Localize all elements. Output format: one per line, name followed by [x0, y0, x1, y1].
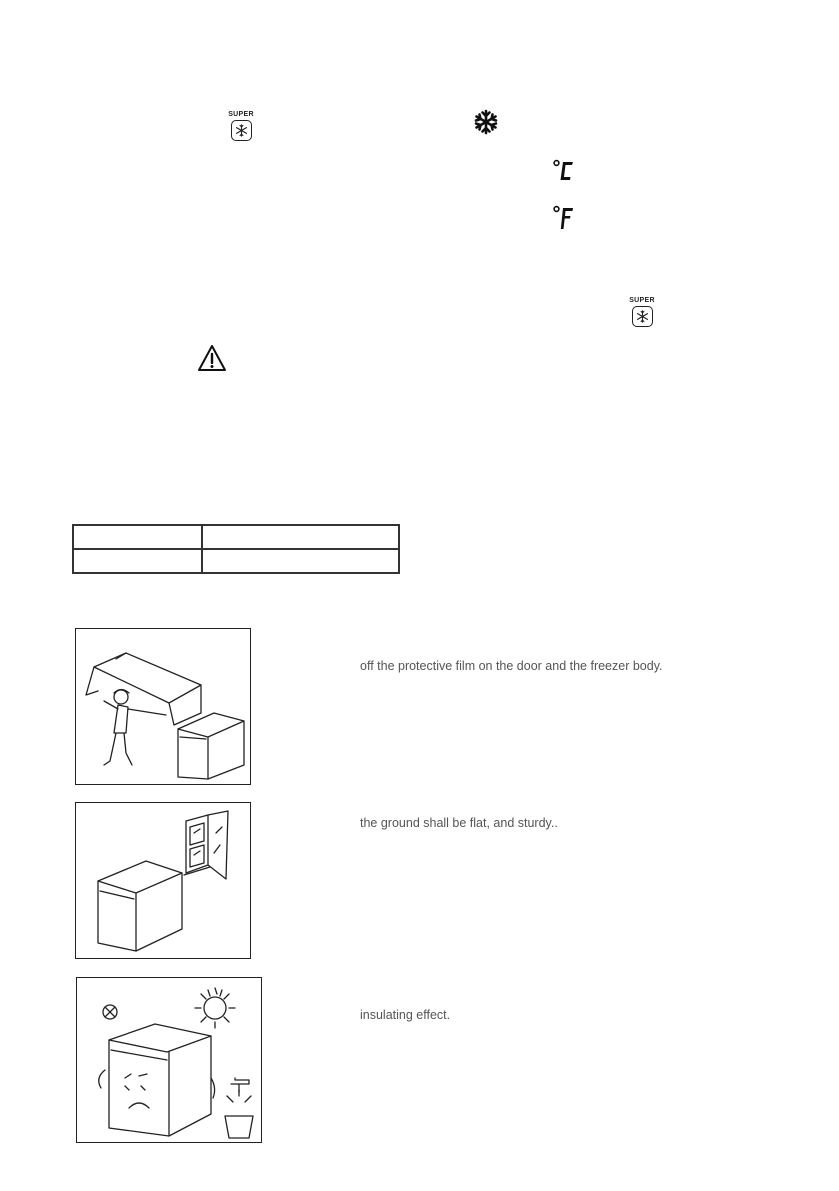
snowflake-icon: [472, 108, 500, 136]
super-label: SUPER: [629, 297, 655, 304]
celsius-display-icon: [553, 159, 587, 185]
freezer-near-window-illustration: [76, 803, 249, 957]
super-label: SUPER: [228, 111, 254, 118]
warning-triangle-icon: [196, 343, 228, 373]
snowflake-icon: [632, 306, 653, 327]
table-row: [73, 525, 399, 549]
table-cell: [202, 549, 399, 573]
fahrenheit-display-icon: [553, 205, 587, 231]
figure-caption: the ground shall be flat, and sturdy..: [360, 816, 558, 830]
snowflake-icon: [231, 120, 252, 141]
super-freeze-button: [627, 297, 657, 327]
person-carrying-box-illustration: [76, 629, 249, 783]
super-freeze-button: [226, 111, 256, 141]
table-cell: [73, 549, 202, 573]
avoid-heat-moisture-illustration: [76, 977, 262, 1143]
spec-table: [72, 524, 400, 574]
table-cell: [73, 525, 202, 549]
figure-caption: off the protective film on the door and the freezer body.: [360, 659, 663, 673]
figure-caption: insulating effect.: [360, 1008, 451, 1022]
prohibited-icon: [103, 1005, 117, 1019]
freezer-sun-water-illustration: [77, 978, 260, 1141]
unpacking-illustration: [75, 628, 251, 785]
placement-illustration: [75, 802, 251, 959]
table-row: [73, 549, 399, 573]
table-cell: [202, 525, 399, 549]
